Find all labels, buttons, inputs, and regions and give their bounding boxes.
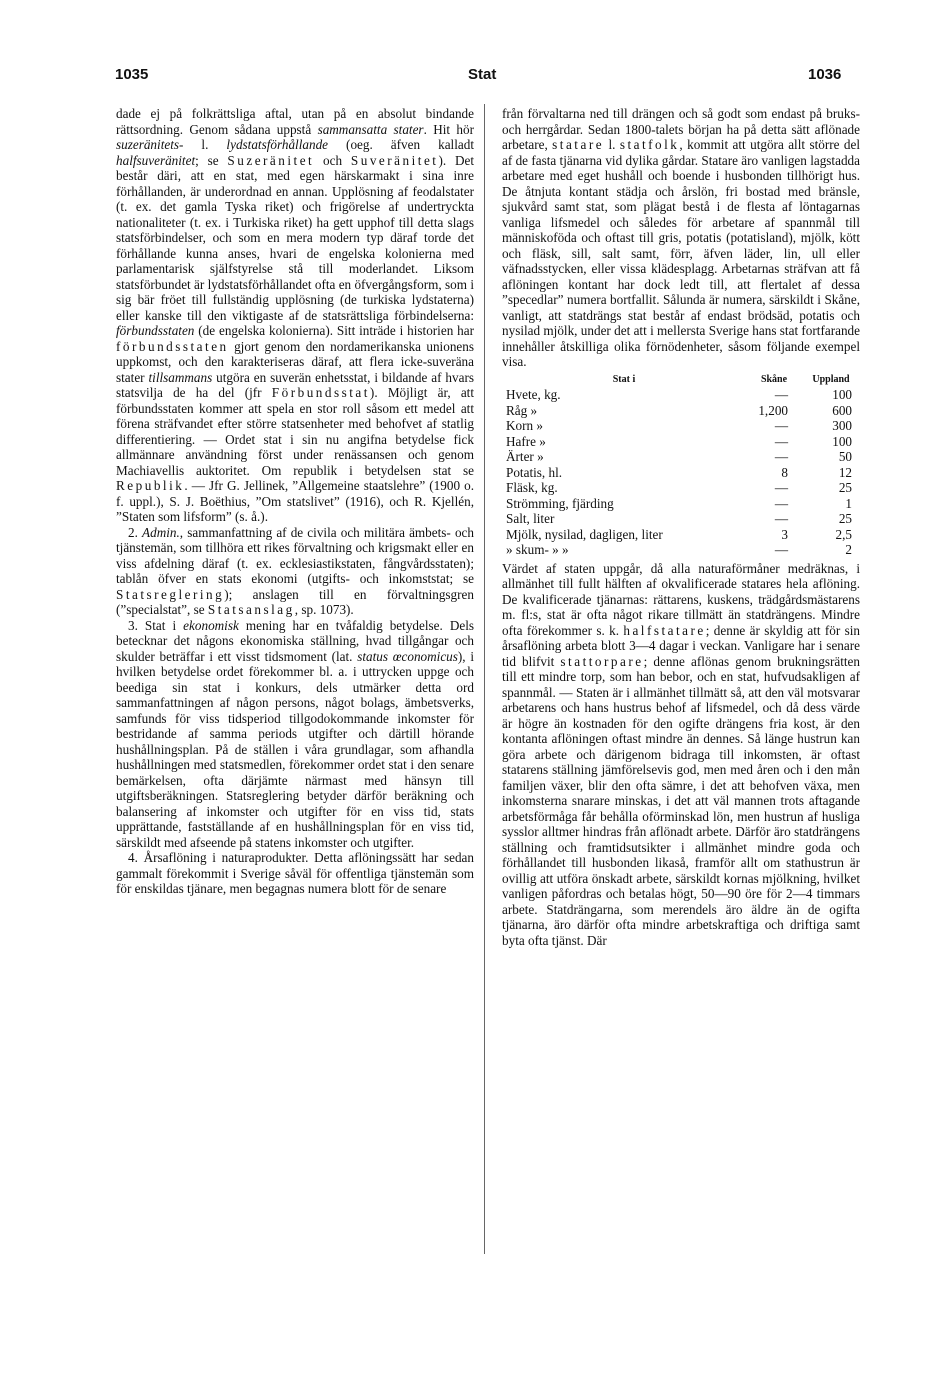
- page-title: Stat: [468, 66, 497, 83]
- column-divider: [484, 104, 485, 1254]
- paragraph: 3. Stat i ekonomisk mening har en tvåfaldig betydelse. Dels betecknar det någons ekonomiska ställning, hvad tillgångar och skulder beträffar i ett visst tidsmoment (lat. status œconomicus), i hvilken betydelse ordet förekommer bl. a. i uttrycken uppge och beediga sin stat i konkurs, dels utmärker detta ord sammanfattningen af någon persons, något bolags, ämbetsverks, samfunds för viss tidsperiod tillgodokommande inkomster för bestridande af samma periods utgifter och därtill hörande hushållningsplan. På de ställen i våra grundlagar, som afhandla hushållningen med statsmedlen, förekommer ordet stat i den senare bemärkelsen, ofta därjämte närmast med hänsyn till utgiftsberäkningen. Statsreglering betyder därför beräkning och balansering af inkomster och utgifter för en viss tid, stats upprättande, fastställande af en hushållningsplan för en viss tid, särskildt med afseende på statens inkomster och utgifter.: [116, 617, 475, 850]
- table-header: Uppland: [812, 373, 850, 385]
- paragraph: Värdet af staten uppgår, då alla naturaförmåner medräknas, i allmänhet till fullt hälften af okvalificerade statares hela aflöning. De kvalificerade tjänarnas: rättarens, kuskens, trädgårdsmästarens m. fl:s, stat är ofta något rikare tillmätt än statdrängens. Mindre ofta förekommer s. k. halfstatare; denne är skyldig att för sin årsaflöning arbeta blott 3—4 dagar i veckan. Vanligare har i senare tid blifvit stattorpare; denne aflönas genom brukningsrätten till ett mindre torp, som han bebor, och en stat, hufvudsakligen af spannmål. — Staten är i allmänhet tillmätt så, att den väl motsvarar arbetarens och hans hustrus behof af lifsmedel, och då dess värde är högre än kostnaden för den ogifte drängens fria kost, är den kontanta aflöningen oftast mindre än dennes. Så länge hustrun kan göra arbete och därigenom bidraga till inkomsten, är oftast statarens ställning jämförelsevis god, men med åren och i den mån familjen växer, blir den ofta sämre, i det att behofven växa, men inkomsterna snarare minskas, i det att väl mannen trots aftagande arbetsförmåga får behålla oförminskad lön, men hustrun af husliga sysslor alltmer hindras från aflönadt arbete. Därför äro statdrängens ställning och framtidsutsikter i allmänhet mindre goda och förhållandet till husbonden likaså, framför allt om stathustrun är ovillig att utföra önskadt arbete, särskildt kornas mjölkning, hvilket vanligen påfordras och betalas högt, 50—90 öre för 2—4 timmars arbete. Statdrängarna, som merendels äro äldre än de ogifta tjänarna, äro därför ofta mindre arbetskraftiga och driftiga samt byta ofta tjänst. Där: [502, 560, 860, 948]
- table-row: Strömming, fjärding — 1: [506, 495, 852, 511]
- table-row: Råg » 1,200 600: [506, 402, 852, 418]
- right-column: [502, 106, 860, 948]
- table-row: Hvete, kg. — 100: [506, 387, 852, 402]
- table-header: Skåne: [760, 373, 788, 385]
- table-row: Potatis, hl. 8 12: [506, 464, 852, 480]
- table-row: » skum- » » — 2: [506, 542, 852, 557]
- left-column: [116, 106, 474, 897]
- table-row: Salt, liter — 25: [506, 511, 852, 526]
- page-number-right: 1036: [808, 66, 842, 83]
- table-row: Ärter » — 50: [506, 449, 852, 464]
- table-row: Korn » — 300: [506, 418, 852, 433]
- paragraph: dade ej på folkrättsliga aftal, utan på en absolut bindande rättsordning. Genom sådana uppstå sammansatta stater. Hit hör suzeränitets- l. lydstatsförhållande (oeg. äfven kalladt halfsuveränitet; se Suzeränitet och Suveränitet). Det består däri, att en stat, med egen härskarmakt i sina inre förhållanden, är underordnad en annan. Upplösning af feodalstater (t. ex. det gamla Tyska riket) och frigörelse af undertryckta nationaliteter (t. ex. i Turkiska riket) ha gett upphof till detta slags statsförbindelser, och som en mera modern typ däraf torde det förhållande kunna anses, hvari de engelska kolonierna med parlamentarisk själfstyrelse stå till moderlandet. Liksom statsförbundet är lydstatsförhållandet ofta en öfvergångsform, som i sig bär fröet till fullständig upplösning (de turkiska lydstaterna) eller kanske till den viktigaste af de statsrättsliga förbindelserna: förbundsstaten (de engelska kolonierna). Sitt inträde i historien har förbundsstaten gjort genom den nordamerikanska unionens uppkomst, och den karakteriseras däraf, att flera icke-suveräna stater tillsammans utgöra en suverän enhetsstat, i bildande af hvars statsvilja de ha del (jfr Förbundsstat). Möjligt är, att förbundsstaten kommer att spela en stor roll såsom ett medel att förena sträfvandet efter större statsenheter med behofvet af statlig differentiering. — Ordet stat i sin nu angifna betydelse fick allmännare användning först under renässansen och genom Machiavellis auktoritet. Om republik i betydelsen stat se Republik. — Jfr G. Jellinek, ”Allgemeine staatslehre” (1900 o. f. uppl.), S. J. Boëthius, ”Om statslivet” (1916), och R. Kjellén, ”Staten som lifsform” (s. å.).: [116, 106, 475, 524]
- table-header: Stat i: [612, 373, 636, 385]
- table-row: Hafre » — 100: [506, 433, 852, 449]
- paragraph: 2. Admin., sammanfattning af de civila och militära ämbets- och tjänstemän, som tillhöra ett rikes förvaltning och krigsmakt eller en viss afdelning däraf (t. ex. ecklesiastikstaten, fångvårdsstaten); tablån öfver en stats ekonomi (utgifts- och inkomststat; se Statsreglering); anslagen till en förvaltningsgren (”specialstat”, se Statsanslag, sp. 1073).: [116, 524, 475, 617]
- paragraph: 4. Årsaflöning i naturaprodukter. Detta aflöningssätt har sedan gammalt förekommit i Sverige såväl för offentliga tjänstemän som för enskildas tjänare, men begagnas numera blott för de senare: [116, 850, 474, 896]
- table-row: Fläsk, kg. — 25: [506, 480, 852, 495]
- stat-table: [502, 372, 860, 558]
- page-number-left: 1035: [115, 66, 149, 83]
- table-row: Mjölk, nysilad, dagligen, liter 3 2,5: [506, 526, 852, 542]
- paragraph: från förvaltarna ned till drängen och så godt som endast på bruks- och herrgårdar. Sedan 1800-talets början ha på detta sätt aflönade arbetare, statare l. statfolk, kommit att utgöra allt större del af de fasta tjänarna vid dylika gårdar. Statare äro vanligen lagstadda arbetare med eget hushåll och boende i husbonden tillhörigt hus. De åtnjuta kontant städja och årslön, fri bostad med bränsle, sjukvård samt stat, som plägat bestå i de flesta af löntagarnas vanliga lifsmedel och således för arbetare af spannmål till människoföda och oftast till gris, potatis (potatisland), mjölk, kött och fläsk, sill, salt samt, förr, äfven läder, lin, ull eller väfnadsstycken, eller vissa klädesplagg. Arbetarnas sträfvan att få aflöningen kontant har dock ledt till, att flertalet af dessa ”specedlar” numera bortfallit. Sålunda är numera, särskildt i Skåne, vanligt, att statdrängs stat består af endast brödsäd, potatis och nysilad mjölk, under det att i mellersta Sverige hans stat fortfarande innehåller åtskilliga olika förnödenheter, såsom följande exempel visa.: [502, 106, 860, 369]
